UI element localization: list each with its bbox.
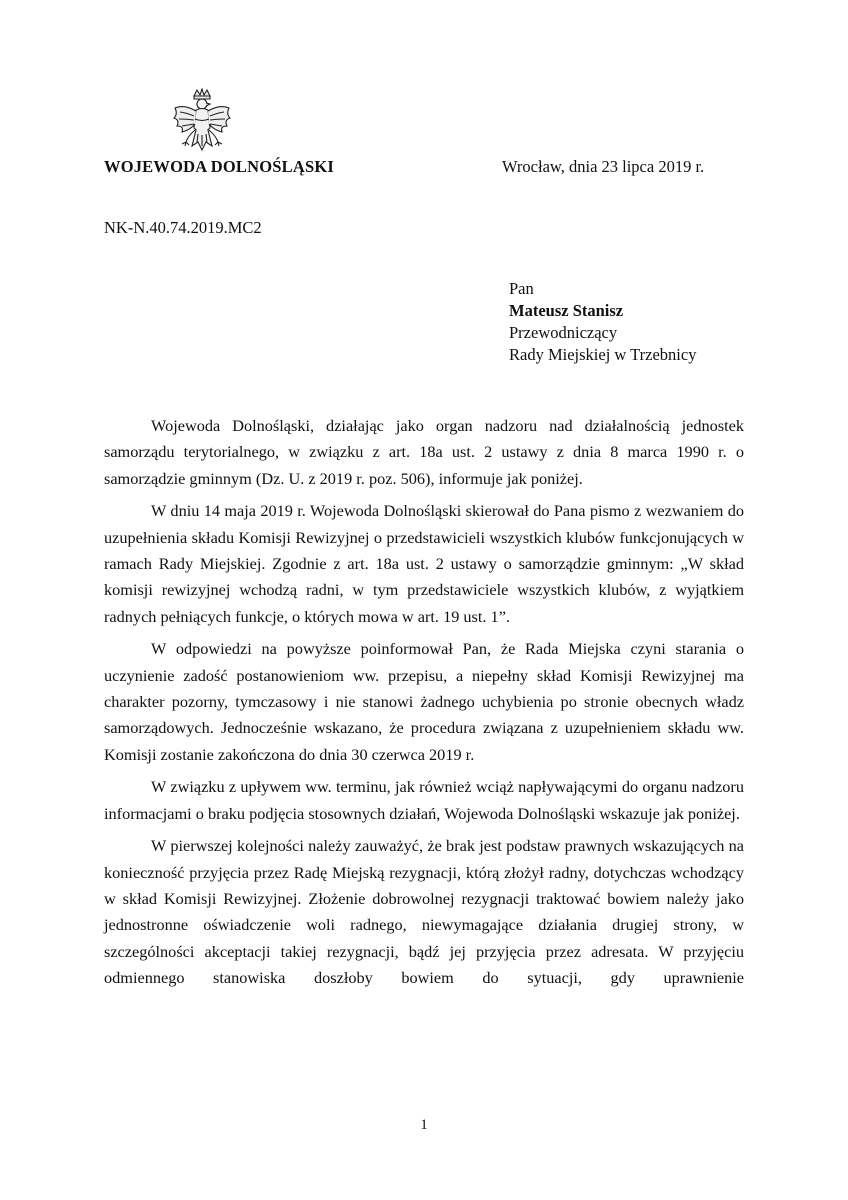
body-paragraph-2: W dniu 14 maja 2019 r. Wojewoda Dolnośląski skierował do Pana pismo z wezwaniem do uzupełnienia składu Komisji Rewizyjnej o przedstawicieli wszystkich klubów funkcjonujących w ramach Rady Miejskiej. Zgodnie z art. 18a ust. 2 ustawy o samorządzie gminnym: „W skład komisji rewizyjnej wchodzą radni, w tym przedstawiciele wszystkich klubów, z wyjątkiem radnych pełniących funkcje, o których mowa w art. 19 ust. 1”. <box>104 501 744 626</box>
body-paragraph-1: Wojewoda Dolnośląski, działając jako organ nadzoru nad działalnością jednostek samorządu terytorialnego, w związku z art. 18a ust. 2 ustawy z dnia 8 marca 1990 r. o samorządzie gminnym (Dz. U. z 2019 r. poz. 506), informuje jak poniżej. <box>104 416 744 488</box>
issuing-authority: WOJEWODA DOLNOŚLĄSKI <box>104 157 335 176</box>
addressee-position: Przewodniczący <box>509 323 618 342</box>
addressee-name: Mateusz Stanisz <box>509 301 624 320</box>
letter-body <box>104 413 744 992</box>
page-number: 1 <box>420 1117 428 1133</box>
polish-eagle-emblem-icon <box>170 88 234 160</box>
reference-number: NK-N.40.74.2019.MC2 <box>104 218 262 237</box>
body-paragraph-4: W związku z upływem ww. terminu, jak również wciąż napływającymi do organu nadzoru informacjami o braku podjęcia stosownych działań, Wojewoda Dolnośląski wskazuje jak poniżej. <box>104 777 744 823</box>
addressee-block <box>509 278 696 366</box>
addressee-salutation: Pan <box>509 279 534 298</box>
addressee-organization: Rady Miejskiej w Trzebnicy <box>509 345 697 364</box>
body-paragraph-3: W odpowiedzi na powyższe poinformował Pan, że Rada Miejska czyni starania o uczynienie zadość postanowieniom ww. przepisu, a niepełny skład Komisji Rewizyjnej ma charakter pozorny, tymczasowy i nie stanowi żadnego uchybienia po stronie obecnych władz samorządowych. Jednocześnie wskazano, że procedura związana z uzupełnieniem składu ww. Komisji zostanie zakończona do dnia 30 czerwca 2019 r. <box>104 639 744 764</box>
body-paragraph-5: W pierwszej kolejności należy zauważyć, że brak jest podstaw prawnych wskazujących na konieczność przyjęcia przez Radę Miejską rezygnacji, którą złożył radny, dotychczas wchodzący w skład Komisji Rewizyjnej. Złożenie dobrowolnej rezygnacji traktować bowiem należy jako jednostronne oświadczenie woli radnego, niewymagające działania drugiej strony, w szczególności akceptacji takiej rezygnacji, bądź jej przyjęcia przez adresata. W przyjęciu odmiennego stanowiska doszłoby bowiem do sytuacji, gdy uprawnienie <box>104 836 744 988</box>
place-and-date: Wrocław, dnia 23 lipca 2019 r. <box>502 157 705 176</box>
